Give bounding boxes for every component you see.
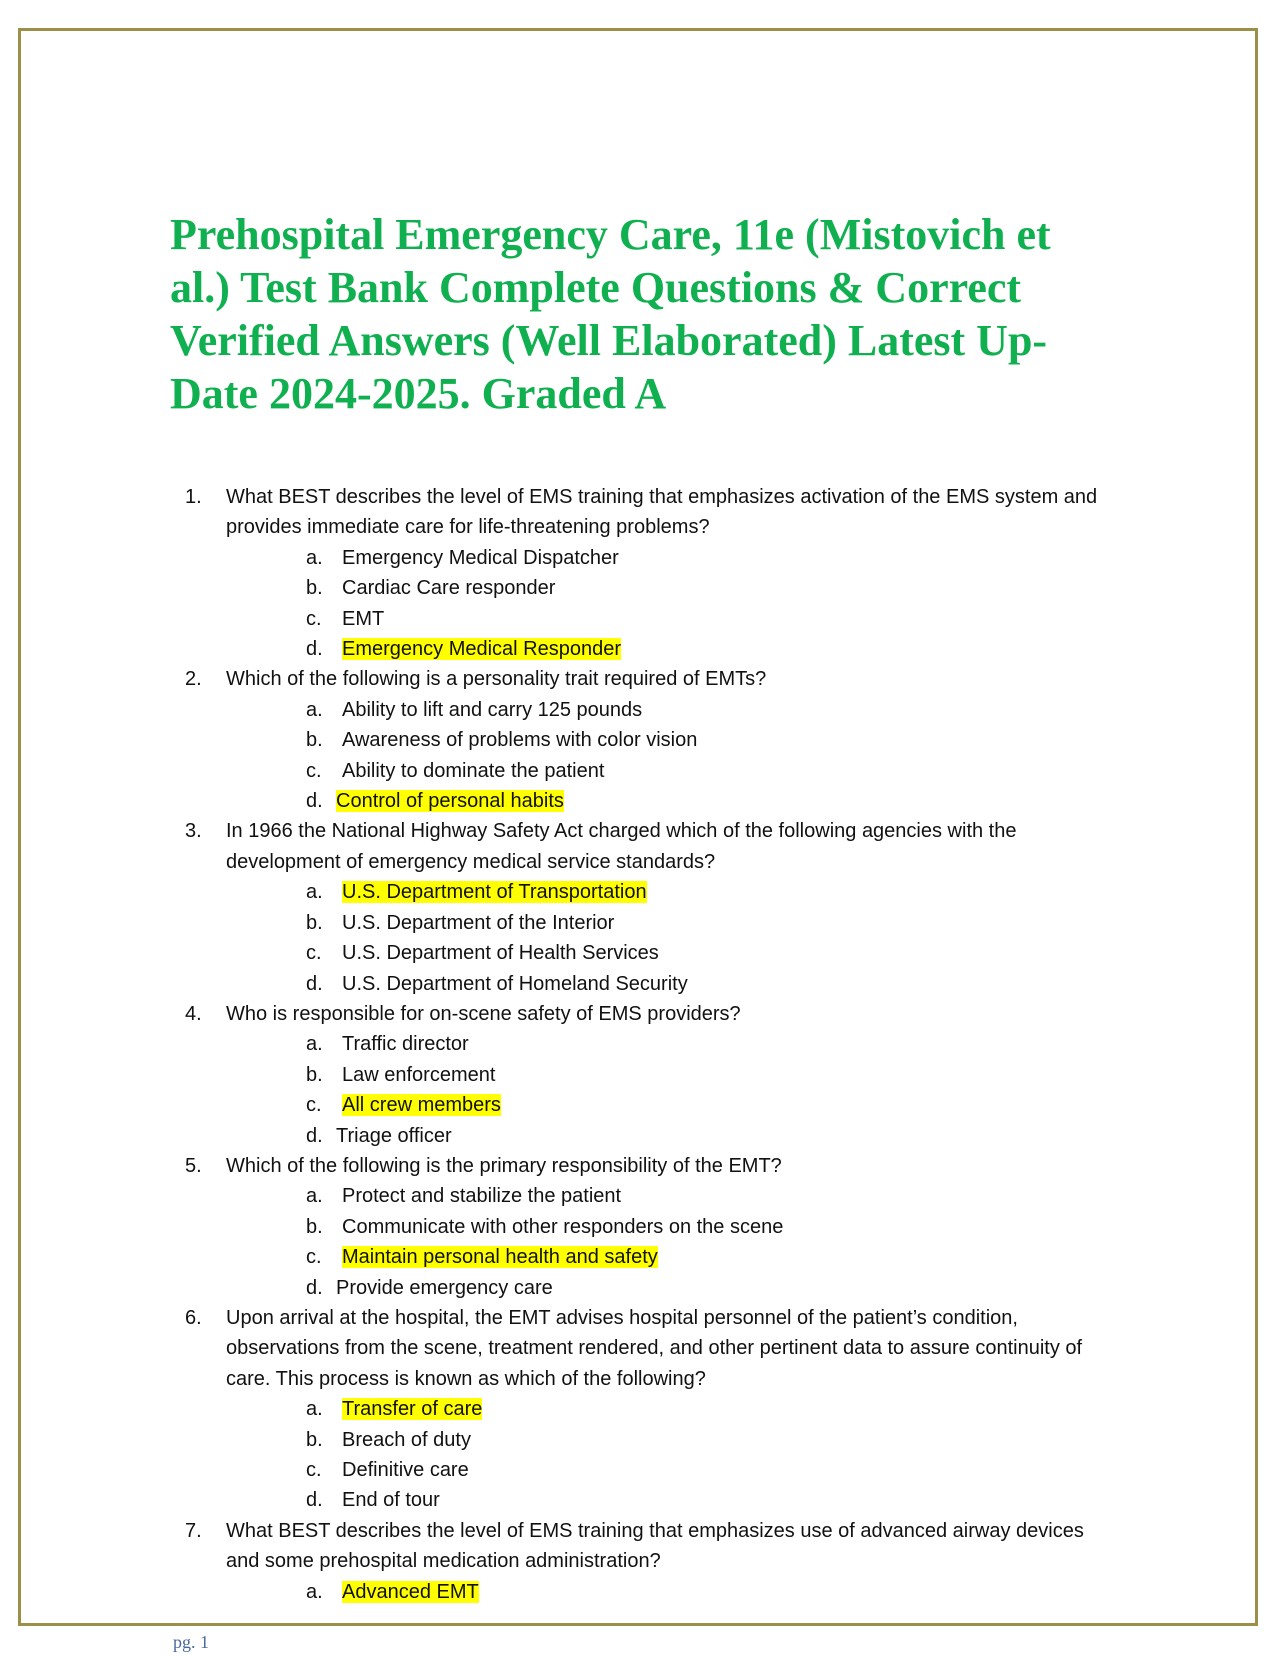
option-text: Emergency Medical Dispatcher — [342, 546, 619, 569]
answer-option-correct — [226, 1577, 1105, 1607]
answer-option — [226, 604, 1105, 634]
answer-option — [226, 1425, 1105, 1455]
answer-option — [226, 695, 1105, 725]
answer-option — [226, 1121, 1105, 1151]
option-letter: b. — [306, 1428, 323, 1451]
answer-options — [226, 1029, 1105, 1151]
option-letter: a. — [306, 1398, 323, 1421]
option-text: EMT — [342, 607, 385, 630]
answer-option — [226, 1273, 1105, 1303]
option-text: Provide emergency care — [336, 1276, 553, 1299]
option-text: Breach of duty — [342, 1428, 471, 1451]
question-text: Upon arrival at the hospital, the EMT advises hospital personnel of the patient’s condition, observations from the scene, treatment rendered, and other pertinent data to assure continuity of care. This process is known as which of the following? — [226, 1306, 1083, 1390]
highlighted-answer: U.S. Department of Transportation — [342, 881, 647, 904]
answer-option — [226, 1485, 1105, 1515]
answer-options — [226, 543, 1105, 665]
question-number: 5. — [185, 1154, 202, 1177]
question-number: 1. — [185, 486, 202, 508]
option-text: Communicate with other responders on the scene — [342, 1215, 784, 1238]
option-text: Definitive care — [342, 1459, 469, 1481]
option-letter: b. — [306, 729, 323, 752]
option-letter: a. — [306, 881, 323, 904]
option-letter: a. — [306, 1580, 323, 1603]
question-number: 2. — [185, 668, 202, 691]
question-text: Which of the following is the primary responsibility of the EMT? — [226, 1154, 782, 1177]
option-letter: b. — [306, 1215, 323, 1238]
option-text: Law enforcement — [342, 1063, 496, 1086]
answer-option — [226, 908, 1105, 938]
option-letter: a. — [306, 1185, 323, 1208]
answer-options — [226, 1577, 1105, 1607]
option-letter: d. — [306, 790, 323, 813]
question-2 — [185, 664, 1105, 816]
answer-option-correct — [226, 877, 1105, 907]
option-text: U.S. Department of the Interior — [342, 911, 615, 934]
answer-option — [226, 1060, 1105, 1090]
option-letter: c. — [306, 942, 322, 965]
answer-option — [226, 756, 1105, 786]
answer-options — [226, 877, 1105, 999]
question-number: 6. — [185, 1306, 202, 1329]
question-text: Who is responsible for on-scene safety of EMS providers? — [226, 1002, 741, 1025]
question-7 — [185, 1516, 1105, 1607]
question-text: Which of the following is a personality trait required of EMTs? — [226, 668, 767, 691]
question-text: What BEST describes the level of EMS training that emphasizes use of advanced airway devices and some prehospital medication administration? — [226, 1519, 1084, 1573]
option-letter: b. — [306, 911, 323, 934]
option-letter: a. — [306, 1033, 323, 1056]
answer-options — [226, 1181, 1105, 1303]
question-1 — [185, 482, 1105, 664]
option-text: End of tour — [342, 1489, 440, 1512]
highlighted-answer: Control of personal habits — [336, 790, 564, 813]
option-letter: d. — [306, 1276, 323, 1299]
answer-options — [226, 1394, 1105, 1516]
option-letter: c. — [306, 759, 322, 782]
answer-option-correct — [226, 634, 1105, 664]
answer-option-correct — [226, 1090, 1105, 1120]
option-letter: c. — [306, 1246, 322, 1269]
answer-option-correct — [226, 1394, 1105, 1424]
answer-options — [226, 695, 1105, 817]
option-text: Protect and stabilize the patient — [342, 1185, 622, 1208]
highlighted-answer: Transfer of care — [342, 1398, 483, 1421]
answer-option-correct — [226, 1242, 1105, 1272]
option-letter: d. — [306, 1124, 323, 1147]
question-number: 3. — [185, 820, 202, 843]
option-letter: d. — [306, 638, 323, 661]
option-letter: c. — [306, 1459, 322, 1481]
option-letter: d. — [306, 972, 323, 995]
document-title: Prehospital Emergency Care, 11e (Mistovich et al.) Test Bank Complete Questions & Correct Verified Answers (Well Elaborated) Latest Up-Date 2024-2025. Graded A — [170, 210, 1051, 418]
answer-option — [226, 938, 1105, 968]
option-text: Awareness of problems with color vision — [342, 729, 698, 752]
answer-option — [226, 969, 1105, 999]
answer-option — [226, 543, 1105, 573]
option-text: Traffic director — [342, 1033, 469, 1056]
answer-option — [226, 1181, 1105, 1211]
answer-option — [226, 1455, 1105, 1485]
option-letter: c. — [306, 1094, 322, 1117]
option-text: Triage officer — [336, 1124, 452, 1147]
option-letter: d. — [306, 1489, 323, 1512]
question-3 — [185, 816, 1105, 998]
question-4 — [185, 999, 1105, 1151]
option-letter: a. — [306, 546, 323, 569]
answer-option-correct — [226, 786, 1105, 816]
option-letter: b. — [306, 577, 323, 600]
page-number: pg. 1 — [173, 1632, 209, 1652]
question-6 — [185, 1303, 1105, 1516]
answer-option — [226, 1029, 1105, 1059]
option-letter: c. — [306, 607, 322, 630]
answer-option — [226, 725, 1105, 755]
question-5 — [185, 1151, 1105, 1303]
option-letter: b. — [306, 1063, 323, 1086]
option-letter: a. — [306, 698, 323, 721]
question-list — [185, 482, 1105, 1607]
option-text: Ability to lift and carry 125 pounds — [342, 698, 643, 721]
option-text: Cardiac Care responder — [342, 577, 556, 600]
option-text: Ability to dominate the patient — [342, 759, 605, 782]
option-text: U.S. Department of Health Services — [342, 942, 659, 965]
answer-option — [226, 573, 1105, 603]
highlighted-answer: Advanced EMT — [342, 1580, 479, 1603]
answer-option — [226, 1212, 1105, 1242]
highlighted-answer: Emergency Medical Responder — [342, 638, 622, 661]
question-number: 4. — [185, 1002, 202, 1025]
option-text: U.S. Department of Homeland Security — [342, 972, 688, 995]
question-text: What BEST describes the level of EMS training that emphasizes activation of the EMS system and provides immediate care for life-threatening problems? — [226, 486, 1098, 539]
highlighted-answer: Maintain personal health and safety — [342, 1246, 658, 1269]
question-text: In 1966 the National Highway Safety Act charged which of the following agencies with the development of emergency medical service standards? — [226, 820, 1017, 873]
highlighted-answer: All crew members — [342, 1094, 501, 1117]
question-number: 7. — [185, 1519, 202, 1542]
